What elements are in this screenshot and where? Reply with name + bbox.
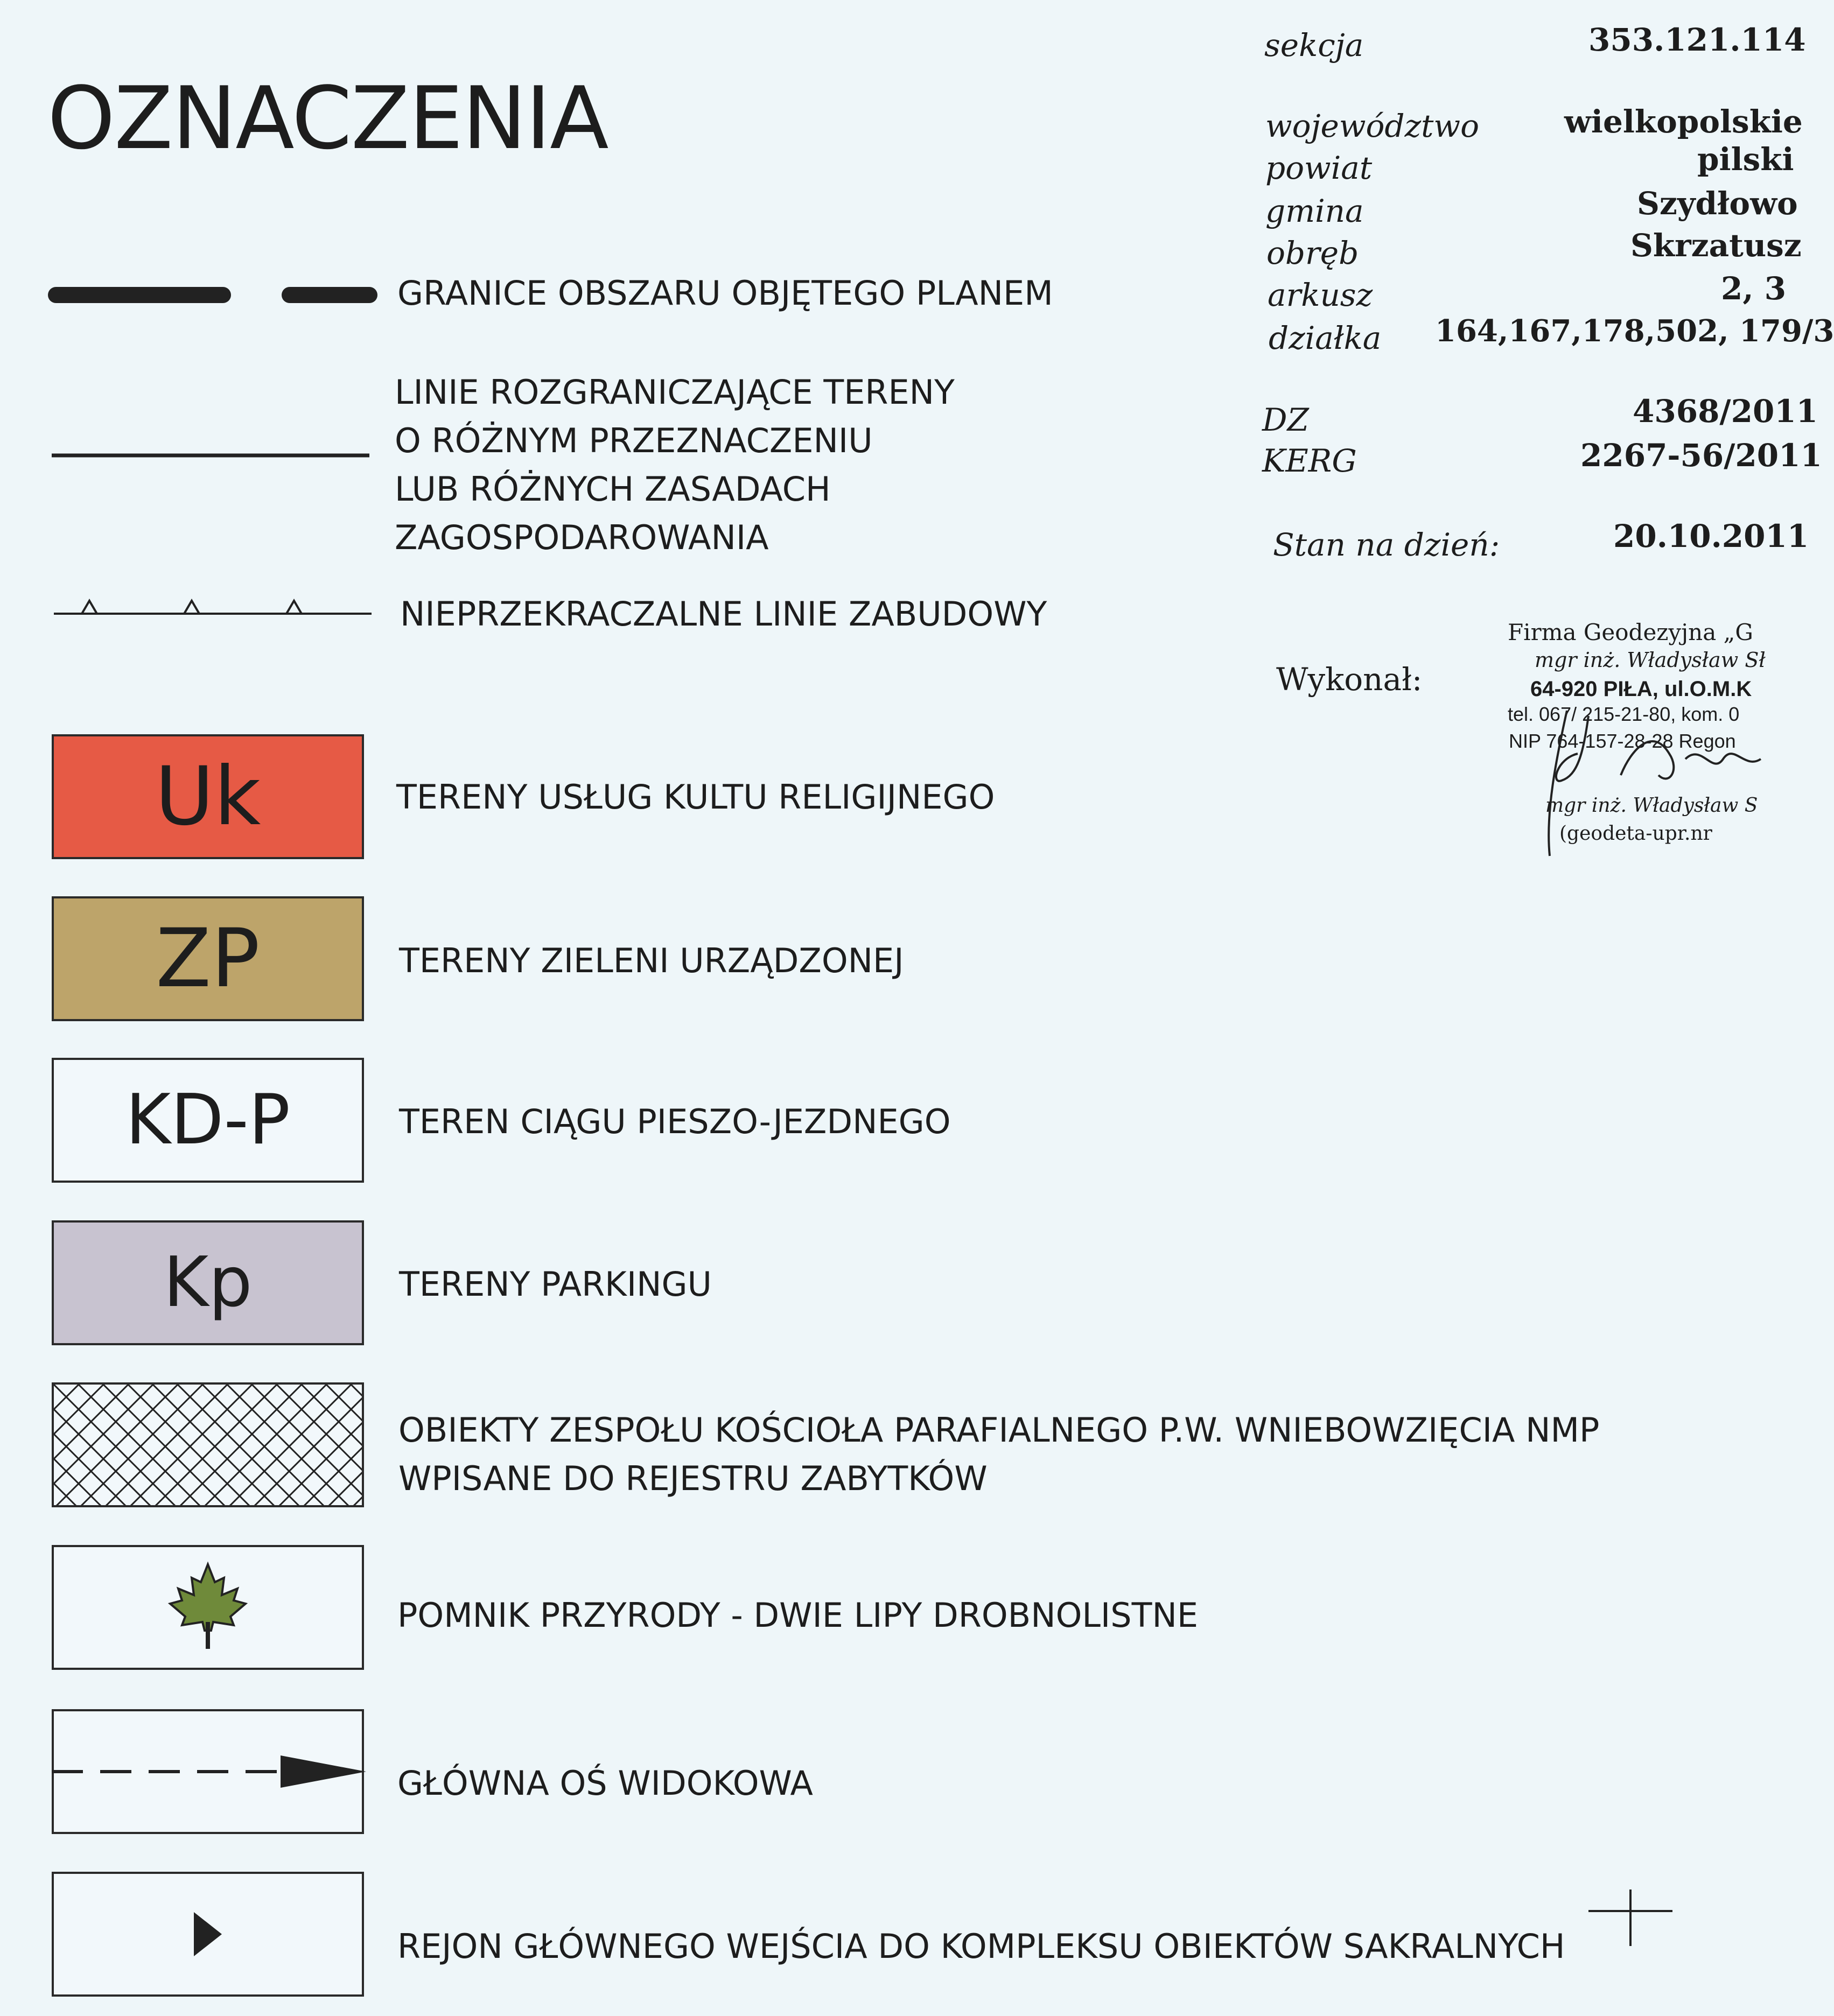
zp-symbol-box xyxy=(52,896,364,1021)
meta-key-kerg: KERG xyxy=(1262,442,1357,479)
meta-key-powiat: powiat xyxy=(1265,150,1373,186)
maple-leaf-icon xyxy=(165,1562,251,1653)
zp-code: ZP xyxy=(156,912,260,1006)
registration-cross-mark xyxy=(1588,1889,1675,1949)
uk-code: Uk xyxy=(155,750,261,844)
meta-key-stan-na-dzien: Stan na dzień: xyxy=(1273,526,1500,563)
wykonal-label: Wykonał: xyxy=(1276,661,1423,698)
meta-key-sekcja: sekcja xyxy=(1264,27,1364,64)
meta-value-gmina: Szydłowo xyxy=(1637,185,1798,222)
legend-label-view-axis: GŁÓWNA OŚ WIDOKOWA xyxy=(397,1764,813,1803)
meta-value-arkusz: 2, 3 xyxy=(1721,270,1787,307)
uk-symbol-box xyxy=(52,734,364,859)
dashed-arrow-icon xyxy=(52,1709,369,1834)
building-line-with-triangles-symbol xyxy=(54,592,377,619)
boundary-thick-dashed-line-symbol xyxy=(46,284,380,306)
company-stamp: Firma Geodezyjna „G mgr inż. Władysław Sł 64-920 PIŁA, ul.O.M.K tel. 067/ 215-21-80, kom. 0 NIP 764-157-28-28 Regon mgr inż. Władysław S (geodeta-upr.nr xyxy=(1508,619,1772,867)
legend-label-main-entrance: REJON GŁÓWNEGO WEJŚCIA DO KOMPLEKSU OBIEKTÓW SAKRALNYCH xyxy=(397,1927,1565,1966)
meta-key-gmina: gmina xyxy=(1265,193,1364,229)
legend-label-dividing-lines: LINIE ROZGRANICZAJĄCE TERENY O RÓŻNYM PRZEZNACZENIU LUB RÓŻNYCH ZASADACH ZAGOSPODAROWANIA xyxy=(395,373,955,557)
meta-value-sekcja: 353.121.114 xyxy=(1588,22,1806,58)
meta-key-wojewodztwo: województwo xyxy=(1265,108,1479,144)
meta-value-dz: 4368/2011 xyxy=(1633,393,1818,430)
crosshatch-pattern xyxy=(54,1385,362,1505)
nature-monument-symbol-box xyxy=(52,1545,364,1670)
kp-symbol-box xyxy=(52,1220,364,1345)
meta-value-kerg: 2267-56/2011 xyxy=(1580,437,1822,474)
legend-label-nature-monument: POMNIK PRZYRODY - DWIE LIPY DROBNOLISTNE xyxy=(397,1596,1199,1635)
crosshatch-symbol-box xyxy=(52,1382,364,1507)
meta-value-wojewodztwo: wielkopolskie xyxy=(1564,103,1803,140)
meta-value-obreb: Skrzatusz xyxy=(1630,227,1802,264)
dividing-thin-line-symbol xyxy=(52,450,375,461)
legend-label-zp: TERENY ZIELENI URZĄDZONEJ xyxy=(399,941,904,980)
meta-key-dzialka: działka xyxy=(1269,320,1382,356)
legend-label-kdp: TEREN CIĄGU PIESZO-JEZDNEGO xyxy=(399,1102,951,1141)
legend-label-heritage-objects: OBIEKTY ZESPOŁU KOŚCIOŁA PARAFIALNEGO P.W. WNIEBOWZIĘCIA NMP WPISANE DO REJESTRU ZABYTKÓW xyxy=(398,1410,1600,1498)
legend-label-uk: TERENY USŁUG KULTU RELIGIJNEGO xyxy=(396,777,995,817)
meta-value-stan-na-dzien: 20.10.2011 xyxy=(1613,518,1809,554)
meta-key-obreb: obręb xyxy=(1266,235,1359,271)
play-triangle-icon xyxy=(192,1910,224,1958)
legend-label-boundary: GRANICE OBSZARU OBJĘTEGO PLANEM xyxy=(397,273,1053,313)
meta-value-dzialka: 164,167,178,502, 179/3 xyxy=(1435,313,1834,349)
main-entrance-symbol-box xyxy=(52,1872,364,1997)
meta-key-arkusz: arkusz xyxy=(1268,277,1373,313)
view-axis-symbol-box xyxy=(52,1709,364,1834)
legend-label-kp: TERENY PARKINGU xyxy=(399,1265,712,1304)
kdp-symbol-box xyxy=(52,1058,364,1183)
legend-title: OZNACZENIA xyxy=(47,68,608,168)
kp-code: Kp xyxy=(163,1242,253,1323)
meta-key-dz: DZ xyxy=(1262,402,1309,438)
kdp-code: KD-P xyxy=(125,1080,290,1160)
legend-label-building-lines: NIEPRZEKRACZALNE LINIE ZABUDOWY xyxy=(400,594,1047,634)
meta-value-powiat: pilski xyxy=(1697,141,1794,178)
